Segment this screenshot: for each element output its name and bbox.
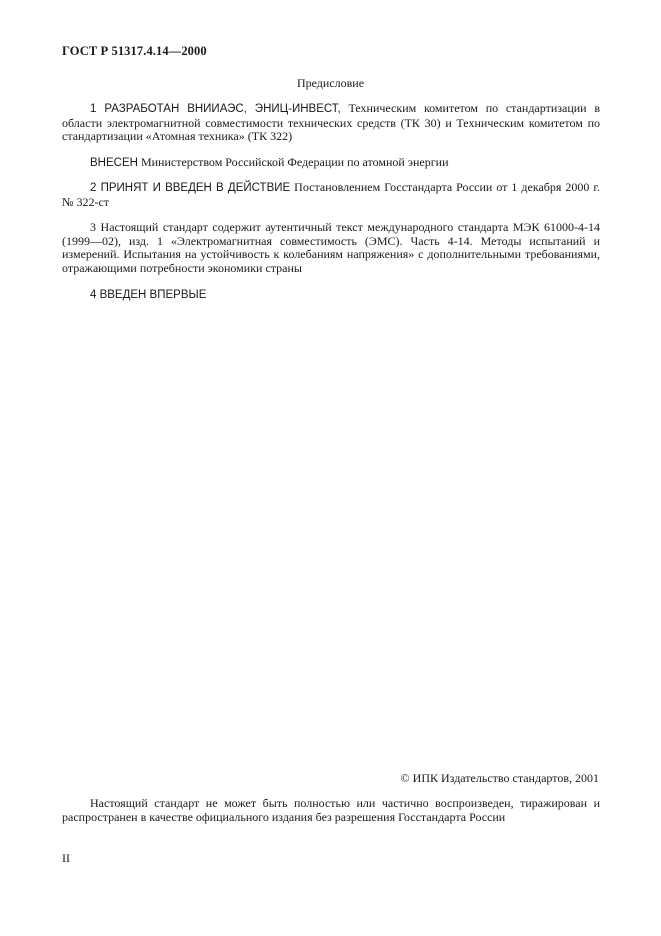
copyright-line: © ИПК Издательство стандартов, 2001 (400, 771, 599, 785)
preface-item-4 (62, 288, 600, 303)
preface-title: Предисловие (296, 76, 365, 90)
preface-item-2-text: Постановлением Госстандарта России от 1 декабря 2000 г. № 322-ст (62, 180, 600, 209)
page-number: II (62, 851, 70, 865)
preface-item-introduced-text: Министерством Российской Федерации по атомной энергии (137, 155, 449, 169)
preface-item-2 (62, 181, 600, 209)
preface-item-1 (62, 102, 600, 144)
preface-item-2-lead: 2 ПРИНЯТ И ВВЕДЕН В ДЕЙСТВИЕ (90, 182, 291, 194)
preface-item-introduced (62, 156, 600, 171)
preface-item-3-text: 3 Настоящий стандарт содержит аутентичный текст международного стандарта МЭК 61000-4-14 (1999—02), изд. 1 «Электромагнитная совместимость (ЭМС). Часть 4-14. Методы испытаний и измерений. Испытания на устойчивость к колебаниям напряжения» с дополнительными требованиями, отражающими потребности экономики страны (62, 220, 600, 275)
reproduction-notice: Настоящий стандарт не может быть полностью или частично воспроизведен, тиражирован и распространен в качестве официального издания без разрешения Госстандарта России (62, 796, 600, 824)
preface-item-1-lead: 1 РАЗРАБОТАН ВНИИАЭС, ЭНИЦ-ИНВЕСТ, (90, 103, 341, 115)
preface-item-4-lead: 4 ВВЕДЕН ВПЕРВЫЕ (90, 289, 207, 301)
preface-item-3 (62, 221, 600, 275)
preface-item-introduced-lead: ВНЕСЕН (90, 157, 138, 169)
standard-code-header: ГОСТ Р 51317.4.14—2000 (62, 44, 207, 58)
preface-item-1-text: Техническим комитетом по стандартизации в области электромагнитной совместимости технических средств (ТК 30) и Техническим комитетом по стандартизации «Атомная техника» (ТК 322) (62, 101, 600, 144)
